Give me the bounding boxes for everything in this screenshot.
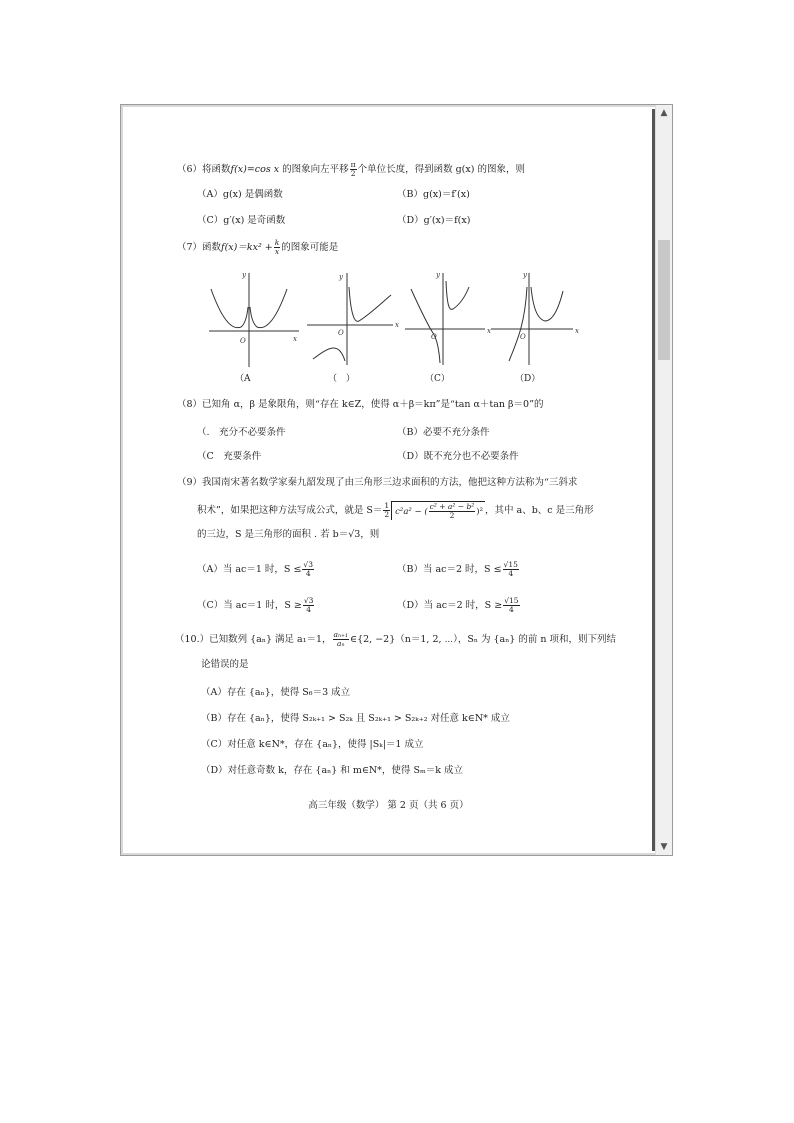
q6-function: f(x)=cos x <box>230 164 280 175</box>
graph-b-curve-left <box>313 348 345 361</box>
scroll-down-arrow-icon[interactable]: ▼ <box>660 842 668 852</box>
q9-c-pre: （C）当 ac＝1 时，S ≥ <box>197 600 302 611</box>
q9-line2 <box>197 501 594 520</box>
graph-a-y-label: y <box>242 271 246 279</box>
q7-function: f(x)＝kx² + <box>221 242 273 253</box>
q9-b-den: 4 <box>508 569 514 578</box>
q8-option-a: （. 充分不必要条件 <box>197 427 286 438</box>
q6-pi-fraction <box>350 161 357 178</box>
q6-option-a: （A）g(x) 是偶函数 <box>197 189 283 200</box>
q9-rad-pre: c²a² − ( <box>395 507 428 517</box>
q7-caption-c: （C） <box>425 374 450 384</box>
q10-option-d: （D）对任意奇数 k，存在 {aₙ} 和 m∈N*，使得 Sₘ＝k 成立 <box>201 765 464 776</box>
scroll-up-arrow-icon[interactable]: ▲ <box>660 108 668 118</box>
q10-option-a: （A）存在 {aₙ}，使得 S₆＝3 成立 <box>201 687 351 698</box>
q9-line3: 的三边，S 是三角形的面积 . 若 b＝√3，则 <box>197 529 380 540</box>
q7-caption-d: （D） <box>515 374 541 384</box>
q10-option-b: （B）存在 {aₙ}，使得 S₂ₖ₊₁ > S₂ₖ 且 S₂ₖ₊₁ > S₂ₖ₊₂ 对任意 k∈N* 成立 <box>201 713 510 724</box>
q7-stem-post: 的图象可能是 <box>281 242 339 253</box>
q7-k-fraction <box>274 239 281 256</box>
q9-b-pre: （B）当 ac＝2 时，S ≤ <box>397 564 502 575</box>
q9-d-num: √15 <box>504 596 519 605</box>
graph-b-origin: O <box>338 329 344 337</box>
graph-c-y-label: y <box>436 271 440 279</box>
q9-radical <box>391 501 485 520</box>
graph-a-x-label: x <box>293 335 297 343</box>
q9-line2-pre: 积术”，如果把这种方法写成公式，就是 S＝ <box>197 505 383 516</box>
q7-stem <box>177 239 338 256</box>
q9-half-fraction <box>383 502 390 519</box>
q9-rad-fraction <box>429 503 476 520</box>
q6-option-b: （B）g(x)＝f′(x) <box>397 189 470 200</box>
q9-d-pre: （D）当 ac＝2 时，S ≥ <box>397 600 503 611</box>
graph-c-origin: O <box>431 333 437 341</box>
q10-ratio-num: aₙ₊₁ <box>333 630 349 639</box>
q9-c-num: √3 <box>303 596 314 605</box>
q6-stem <box>177 161 525 178</box>
q9-b-fraction <box>503 561 519 578</box>
q8-option-d: （D）既不充分也不必要条件 <box>397 451 519 462</box>
graph-a-origin: O <box>240 337 246 345</box>
q7-graph-c <box>403 267 503 367</box>
graph-d-curve-right <box>531 287 563 321</box>
q9-a-num: √3 <box>303 560 313 569</box>
graph-c-curve-right <box>446 281 469 309</box>
q9-rad-post: )² <box>476 507 484 517</box>
q9-c-den: 4 <box>306 605 311 614</box>
q6-option-d: （D）g′(x)＝f(x) <box>397 215 471 226</box>
q9-a-pre: （A）当 ac＝1 时，S ≤ <box>197 564 302 575</box>
q9-option-b <box>397 561 520 578</box>
q9-rad-num: c² + a² − b² <box>429 502 475 511</box>
q10-ratio-fraction <box>333 631 349 648</box>
q9-b-num: √15 <box>503 560 518 569</box>
graph-d-y-label: y <box>523 271 527 279</box>
graph-c-curve-left <box>411 289 440 363</box>
q10-stem-post: ∈{2, −2}（n＝1, 2, ⋯），Sₙ 为 {aₙ} 的前 n 项和，则下列结 <box>350 634 617 645</box>
q9-rad-den: 2 <box>449 511 455 520</box>
q9-half-den: 2 <box>384 510 390 519</box>
q8-stem: （8）已知角 α，β 是象限角，则“存在 k∈Z，使得 α＋β＝kπ”是“tan α＋tan β＝0”的 <box>177 399 544 410</box>
q6-stem-mid: 的图象向左平移 <box>279 164 349 175</box>
q9-option-a <box>197 561 315 578</box>
q10-line2: 论错误的是 <box>201 659 249 670</box>
q9-d-fraction <box>503 597 519 614</box>
q6-pi-den: 2 <box>350 169 356 178</box>
q8-option-c: （C 充要条件 <box>197 451 262 462</box>
graph-d-origin: O <box>520 333 526 341</box>
q10-stem <box>175 631 616 648</box>
q9-a-fraction <box>302 561 314 578</box>
graph-b-curve-right <box>349 287 391 321</box>
q9-half-num: 1 <box>384 501 390 510</box>
graph-c-x-label: x <box>487 327 491 335</box>
graph-b-y-label: y <box>339 273 343 281</box>
q9-line2-post: ，其中 a、b、c 是三角形 <box>485 505 594 516</box>
graph-a-curve-right <box>250 289 287 328</box>
q7-stem-pre: （7）函数 <box>177 242 222 253</box>
q7-k-den: x <box>274 247 280 256</box>
scrollbar-thumb[interactable] <box>658 240 670 360</box>
q6-stem-pre: （6）将函数 <box>177 164 231 175</box>
q9-line1: （9）我国南宋著名数学家秦九韶发现了由三角形三边求面积的方法，他把这种方法称为“三斜求 <box>177 477 578 488</box>
page-footer: 高三年级（数学） 第 2 页（共 6 页） <box>308 800 469 811</box>
graph-d-x-label: x <box>575 327 579 335</box>
vertical-scrollbar[interactable] <box>655 105 672 855</box>
graph-b-x-label: x <box>395 321 399 329</box>
graph-a-curve-left <box>211 289 248 328</box>
q6-pi-num: π <box>350 160 356 169</box>
q7-caption-a: （A <box>235 374 251 384</box>
q9-d-den: 4 <box>508 605 514 614</box>
q8-option-b: （B）必要不充分条件 <box>397 427 490 438</box>
document-page <box>125 109 655 851</box>
q9-c-fraction <box>303 597 315 614</box>
graph-d-curve-left <box>509 287 527 361</box>
q7-graph-b <box>305 267 405 367</box>
q10-ratio-den: aₙ <box>337 639 345 648</box>
q9-option-c <box>197 597 315 614</box>
q10-option-c: （C）对任意 k∈N*，存在 {aₙ}，使得 |Sₖ|＝1 成立 <box>201 739 424 750</box>
q10-stem-pre: （10.）已知数列 {aₙ} 满足 a₁＝1， <box>175 634 332 645</box>
q7-graph-d <box>489 267 589 367</box>
q6-stem-post: 个单位长度，得到函数 g(x) 的图象，则 <box>357 164 525 175</box>
q7-k-num: k <box>274 238 280 247</box>
q7-graph-a <box>207 267 307 367</box>
document-viewer <box>120 104 673 856</box>
q9-a-den: 4 <box>305 569 311 578</box>
q7-caption-b: （ ） <box>328 374 356 384</box>
q9-option-d <box>397 597 521 614</box>
q6-option-c: （C）g′(x) 是奇函数 <box>197 215 286 226</box>
